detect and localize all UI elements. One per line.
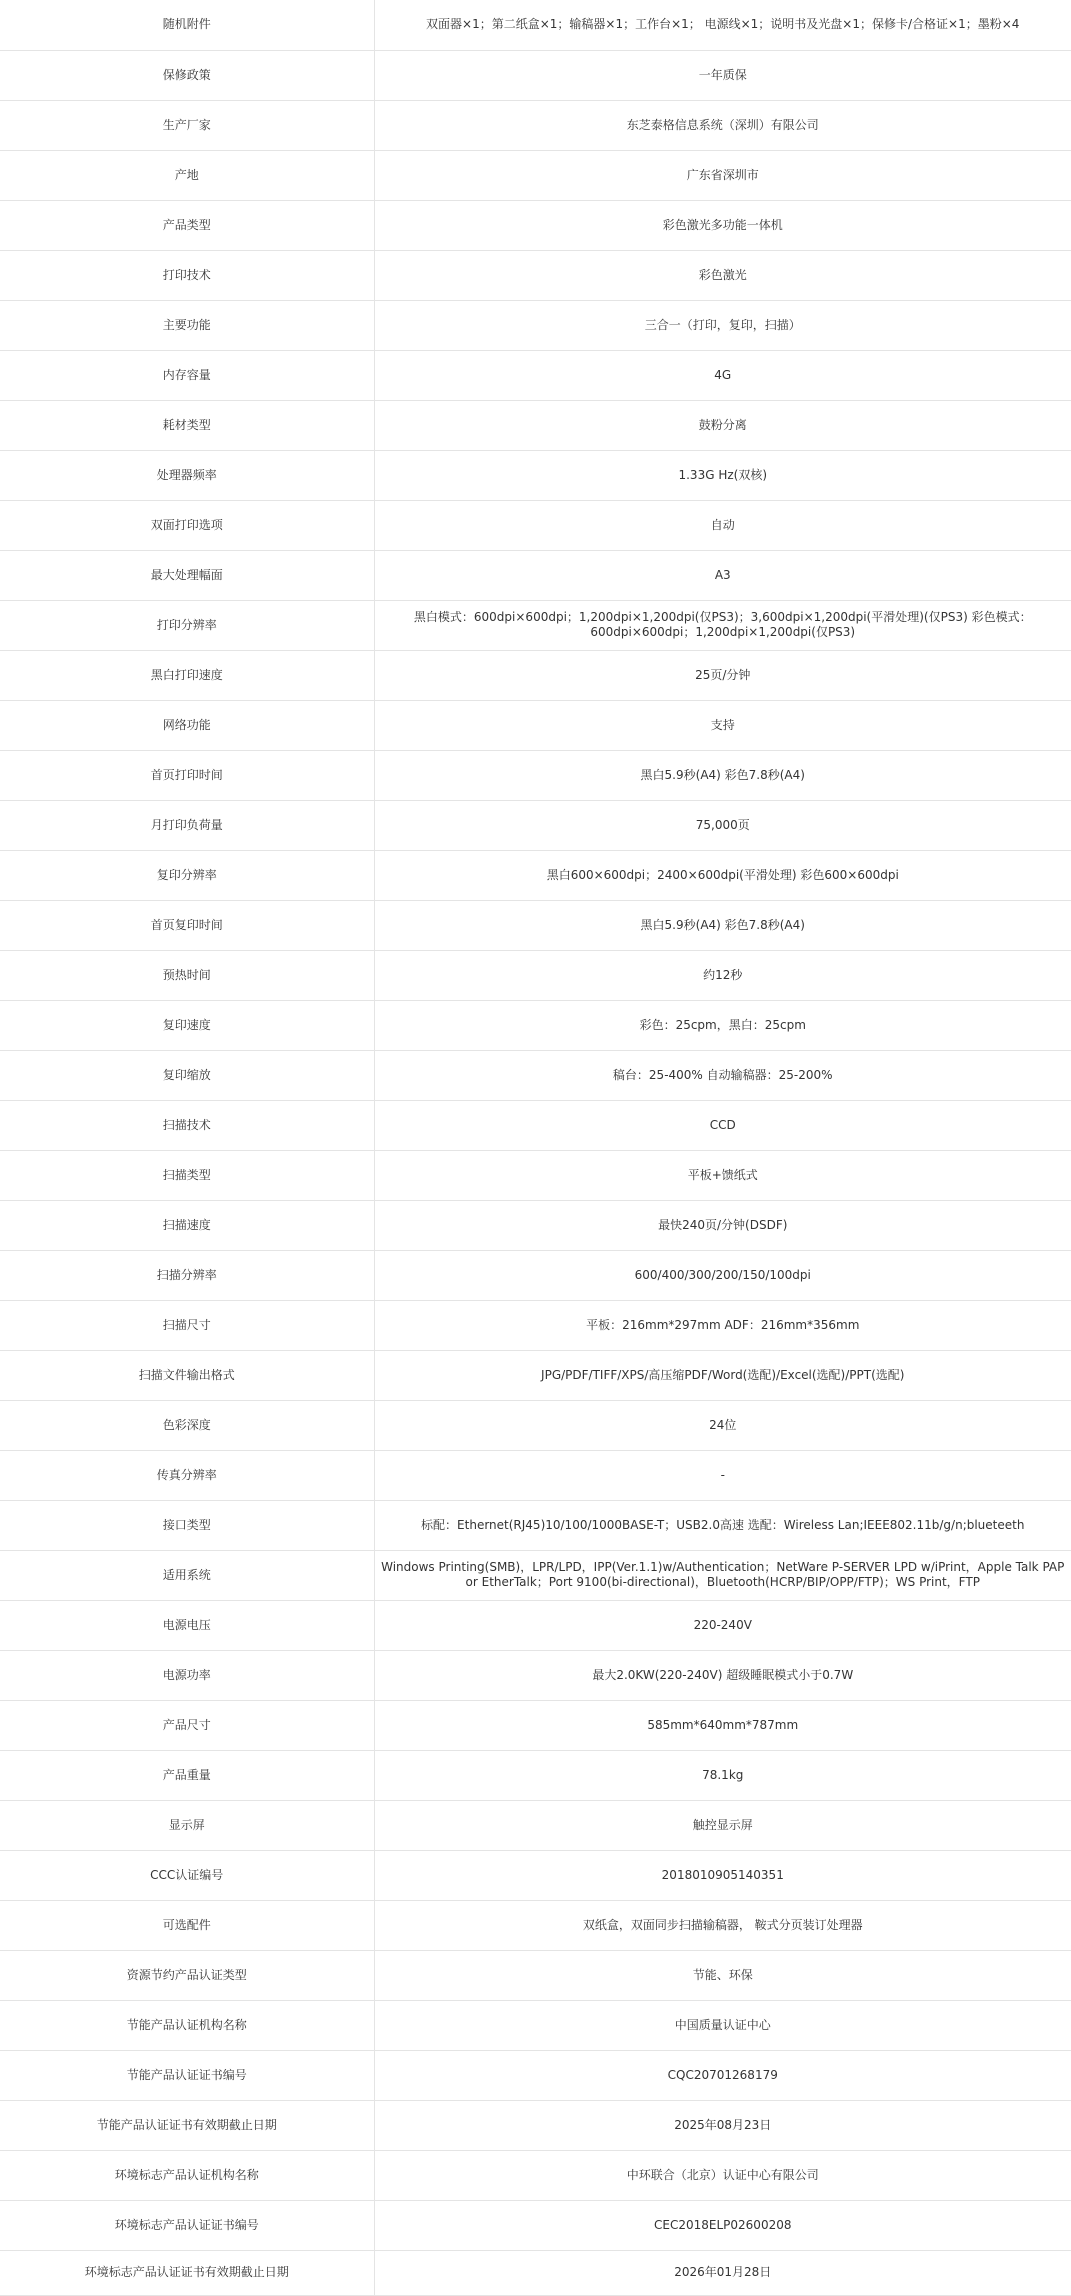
- spec-label: 电源功率: [0, 1650, 374, 1700]
- spec-value: CCD: [374, 1100, 1071, 1150]
- spec-label: 产地: [0, 150, 374, 200]
- spec-row: [0, 1550, 1071, 1600]
- spec-value: 彩色：25cpm，黑白：25cpm: [374, 1000, 1071, 1050]
- spec-value: 三合一（打印，复印，扫描）: [374, 300, 1071, 350]
- spec-label: 适用系统: [0, 1550, 374, 1600]
- spec-row: [0, 1150, 1071, 1200]
- spec-row: [0, 800, 1071, 850]
- spec-value: 标配：Ethernet(RJ45)10/100/1000BASE-T；USB2.0高速 选配：Wireless Lan;IEEE802.11b/g/n;blueteeth: [374, 1500, 1071, 1550]
- spec-label: 内存容量: [0, 350, 374, 400]
- spec-row: [0, 1500, 1071, 1550]
- spec-row: [0, 1800, 1071, 1850]
- spec-value: 黑白600×600dpi；2400×600dpi(平滑处理) 彩色600×600dpi: [374, 850, 1071, 900]
- spec-row: [0, 700, 1071, 750]
- spec-row: [0, 300, 1071, 350]
- spec-label: 首页打印时间: [0, 750, 374, 800]
- spec-row: [0, 400, 1071, 450]
- spec-row: [0, 1650, 1071, 1700]
- spec-label: 扫描尺寸: [0, 1300, 374, 1350]
- spec-label: 环境标志产品认证证书有效期截止日期: [0, 2250, 374, 2295]
- spec-label: 主要功能: [0, 300, 374, 350]
- spec-label: 扫描技术: [0, 1100, 374, 1150]
- spec-value: 彩色激光多功能一体机: [374, 200, 1071, 250]
- spec-value: 220-240V: [374, 1600, 1071, 1650]
- spec-value: -: [374, 1450, 1071, 1500]
- spec-value: 78.1kg: [374, 1750, 1071, 1800]
- spec-label: 随机附件: [0, 0, 374, 50]
- spec-label: 双面打印选项: [0, 500, 374, 550]
- spec-row: [0, 750, 1071, 800]
- spec-row: [0, 1900, 1071, 1950]
- spec-row: [0, 850, 1071, 900]
- spec-label: 产品重量: [0, 1750, 374, 1800]
- spec-value: 平板：216mm*297mm ADF：216mm*356mm: [374, 1300, 1071, 1350]
- spec-label: 节能产品认证证书编号: [0, 2050, 374, 2100]
- spec-value: 25页/分钟: [374, 650, 1071, 700]
- spec-value: 最大2.0KW(220-240V) 超级睡眠模式小于0.7W: [374, 1650, 1071, 1700]
- spec-value: 600/400/300/200/150/100dpi: [374, 1250, 1071, 1300]
- spec-row: [0, 2050, 1071, 2100]
- spec-label: 产品尺寸: [0, 1700, 374, 1750]
- spec-row: [0, 1300, 1071, 1350]
- spec-row: [0, 1700, 1071, 1750]
- spec-label: 打印分辨率: [0, 600, 374, 650]
- spec-row: [0, 1400, 1071, 1450]
- spec-label: 节能产品认证证书有效期截止日期: [0, 2100, 374, 2150]
- spec-label: 复印分辨率: [0, 850, 374, 900]
- spec-label: 扫描速度: [0, 1200, 374, 1250]
- spec-value: 中国质量认证中心: [374, 2000, 1071, 2050]
- spec-label: 色彩深度: [0, 1400, 374, 1450]
- spec-row: [0, 2100, 1071, 2150]
- spec-value: 2026年01月28日: [374, 2250, 1071, 2295]
- spec-value: 75,000页: [374, 800, 1071, 850]
- spec-label: 保修政策: [0, 50, 374, 100]
- spec-label: 首页复印时间: [0, 900, 374, 950]
- spec-value: 黑白5.9秒(A4) 彩色7.8秒(A4): [374, 900, 1071, 950]
- spec-value: 平板+馈纸式: [374, 1150, 1071, 1200]
- spec-row: [0, 1000, 1071, 1050]
- spec-label: CCC认证编号: [0, 1850, 374, 1900]
- spec-label: 扫描文件输出格式: [0, 1350, 374, 1400]
- spec-value: 一年质保: [374, 50, 1071, 100]
- spec-row: [0, 950, 1071, 1000]
- spec-label: 节能产品认证机构名称: [0, 2000, 374, 2050]
- spec-value: 黑白模式：600dpi×600dpi；1,200dpi×1,200dpi(仅PS3)；3,600dpi×1,200dpi(平滑处理)(仅PS3) 彩色模式：600dpi×600dpi；1,200dpi×1,200dpi(仅PS3): [374, 600, 1071, 650]
- spec-label: 预热时间: [0, 950, 374, 1000]
- spec-label: 接口类型: [0, 1500, 374, 1550]
- spec-row: [0, 2000, 1071, 2050]
- spec-value: 2018010905140351: [374, 1850, 1071, 1900]
- spec-label: 黑白打印速度: [0, 650, 374, 700]
- spec-row: [0, 1050, 1071, 1100]
- spec-label: 环境标志产品认证机构名称: [0, 2150, 374, 2200]
- spec-row: [0, 900, 1071, 950]
- spec-value: Windows Printing(SMB)，LPR/LPD，IPP(Ver.1.1)w/Authentication；NetWare P-SERVER LPD w/iPrint，Apple Talk PAP or EtherTalk；Port 9100(bi-directional)，Bluetooth(HCRP/BIP/OPP/FTP)；WS Print，FTP: [374, 1550, 1071, 1600]
- spec-row: [0, 1850, 1071, 1900]
- spec-label: 月打印负荷量: [0, 800, 374, 850]
- spec-value: 支持: [374, 700, 1071, 750]
- spec-label: 扫描分辨率: [0, 1250, 374, 1300]
- spec-label: 扫描类型: [0, 1150, 374, 1200]
- spec-value: 节能、环保: [374, 1950, 1071, 2000]
- spec-row: [0, 2200, 1071, 2250]
- spec-value: 2025年08月23日: [374, 2100, 1071, 2150]
- spec-value: 24位: [374, 1400, 1071, 1450]
- spec-label: 复印速度: [0, 1000, 374, 1050]
- spec-value: 1.33G Hz(双核): [374, 450, 1071, 500]
- spec-row: [0, 100, 1071, 150]
- spec-label: 环境标志产品认证证书编号: [0, 2200, 374, 2250]
- spec-row: [0, 1350, 1071, 1400]
- spec-value: 东芝泰格信息系统（深圳）有限公司: [374, 100, 1071, 150]
- spec-row: [0, 1100, 1071, 1150]
- spec-row: [0, 1450, 1071, 1500]
- spec-value: A3: [374, 550, 1071, 600]
- spec-row: [0, 0, 1071, 50]
- spec-value: 最快240页/分钟(DSDF): [374, 1200, 1071, 1250]
- spec-label: 传真分辨率: [0, 1450, 374, 1500]
- spec-label: 资源节约产品认证类型: [0, 1950, 374, 2000]
- spec-row: [0, 1750, 1071, 1800]
- spec-row: [0, 200, 1071, 250]
- spec-value: 双纸盒，双面同步扫描输稿器， 鞍式分页装订处理器: [374, 1900, 1071, 1950]
- spec-row: [0, 350, 1071, 400]
- spec-label: 可选配件: [0, 1900, 374, 1950]
- spec-label: 处理器频率: [0, 450, 374, 500]
- spec-label: 生产厂家: [0, 100, 374, 150]
- spec-row: [0, 500, 1071, 550]
- spec-row: [0, 450, 1071, 500]
- spec-row: [0, 550, 1071, 600]
- spec-row: [0, 1600, 1071, 1650]
- spec-value: JPG/PDF/TIFF/XPS/高压缩PDF/Word(选配)/Excel(选配)/PPT(选配): [374, 1350, 1071, 1400]
- spec-row: [0, 650, 1071, 700]
- spec-label: 显示屏: [0, 1800, 374, 1850]
- spec-value: 4G: [374, 350, 1071, 400]
- spec-value: 彩色激光: [374, 250, 1071, 300]
- spec-value: 中环联合（北京）认证中心有限公司: [374, 2150, 1071, 2200]
- spec-label: 耗材类型: [0, 400, 374, 450]
- spec-label: 复印缩放: [0, 1050, 374, 1100]
- spec-label: 打印技术: [0, 250, 374, 300]
- spec-label: 最大处理幅面: [0, 550, 374, 600]
- spec-row: [0, 1950, 1071, 2000]
- spec-value: CEC2018ELP02600208: [374, 2200, 1071, 2250]
- spec-value: 黑白5.9秒(A4) 彩色7.8秒(A4): [374, 750, 1071, 800]
- spec-value: 稿台：25-400% 自动输稿器：25-200%: [374, 1050, 1071, 1100]
- spec-value: 鼓粉分离: [374, 400, 1071, 450]
- spec-value: CQC20701268179: [374, 2050, 1071, 2100]
- spec-row: [0, 50, 1071, 100]
- spec-row: [0, 1200, 1071, 1250]
- spec-value: 约12秒: [374, 950, 1071, 1000]
- spec-value: 585mm*640mm*787mm: [374, 1700, 1071, 1750]
- spec-row: [0, 600, 1071, 650]
- spec-row: [0, 150, 1071, 200]
- spec-value: 自动: [374, 500, 1071, 550]
- spec-row: [0, 1250, 1071, 1300]
- spec-label: 电源电压: [0, 1600, 374, 1650]
- spec-value: 双面器×1；第二纸盒×1；输稿器×1；工作台×1； 电源线×1；说明书及光盘×1；保修卡/合格证×1；墨粉×4: [374, 0, 1071, 50]
- spec-value: 广东省深圳市: [374, 150, 1071, 200]
- spec-row: [0, 2250, 1071, 2295]
- spec-row: [0, 250, 1071, 300]
- spec-row: [0, 2150, 1071, 2200]
- spec-label: 网络功能: [0, 700, 374, 750]
- spec-label: 产品类型: [0, 200, 374, 250]
- spec-value: 触控显示屏: [374, 1800, 1071, 1850]
